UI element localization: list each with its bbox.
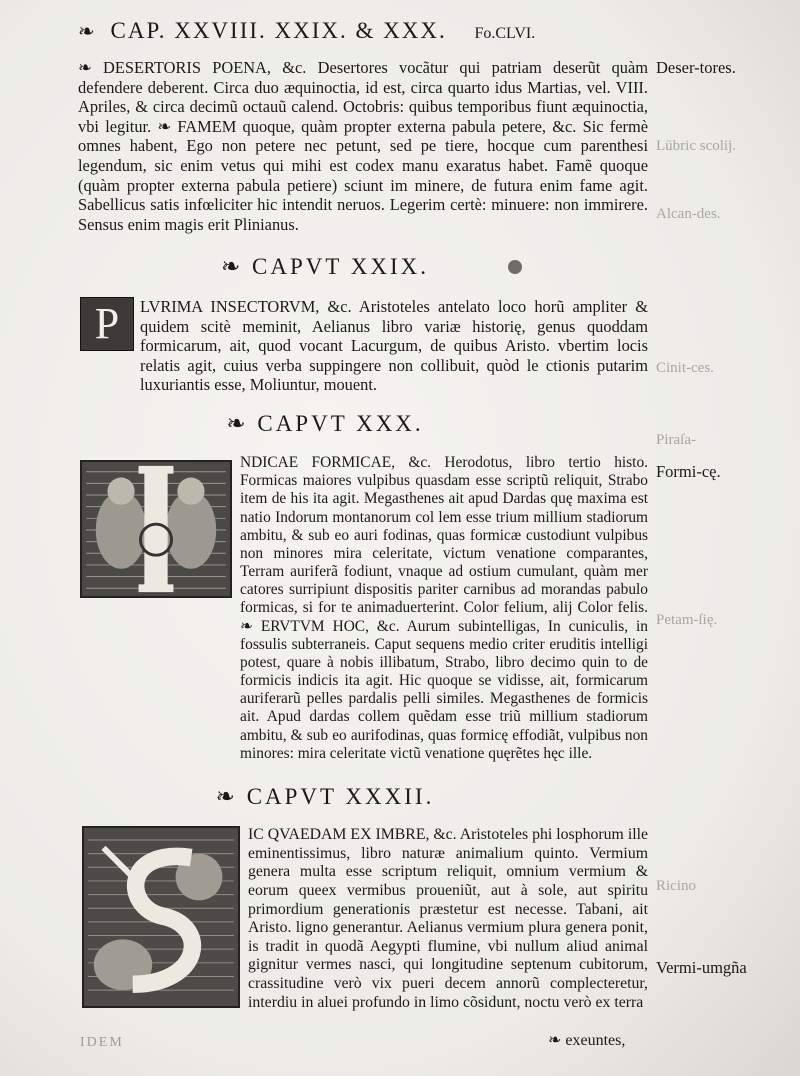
paragraph-insectorum: LVRIMA INSECTORVM, &c. Aristoteles antelato loco horũ ampliter & quidem scitè meminit, Aelianus libro variæ historię, genus quoddam formicarum, ait, quod vocant Lacurgum, de quibus Aristo. vbertim locis relatis agit, cuius verba suppingere non collibuit, quòd le ctionis putarim luxuriantis esse, Moliuntur, mouent. bbox=[140, 297, 648, 395]
chapter-heading-30: ❧ CAPVT XXX. bbox=[226, 411, 424, 436]
paragraph-desertoris: ❧ DESERTORIS POENA, &c. Desertores vocãtur qui patriam deserũt quàm defendere deberent. Circa duo æquinoctia, id est, circa quarto idus Martias, vel. VIII. Apriles, & circa decimũ octauũ calend. Octobris: quibus temporibus fiunt æquinoctia, vbi legitur. ❧ FAMEM quoque, quàm propter externa pabula petere, &c. Sic fermè omnes habent, Ego non petere nec petunt, sed pe tiere, hocque cum parenthesi legendum, sic enim vetus qui mihi est codex manu exaratus habet. Famẽ quoque (quàm propter externa pabula petiere) sciunt im minere, de futura enim fame agit. Sabellicus satis infœliciter hic intendit neruos. Legerim certè: minuere: non immirere. Sensus enim magis erit Plinianus. bbox=[78, 58, 648, 234]
woodcut-initial-i bbox=[80, 460, 232, 598]
ghost-margin-3: Cinit-ces. bbox=[656, 360, 714, 376]
woodcut-serpent-icon bbox=[84, 828, 238, 1006]
catchword: ❧ exeuntes, bbox=[548, 1032, 626, 1049]
bottom-ghost-text: IDEM bbox=[80, 1035, 124, 1050]
ghost-margin-2: Alcan-des. bbox=[656, 206, 721, 222]
running-header bbox=[78, 18, 658, 48]
initial-p: P bbox=[80, 297, 134, 351]
running-title: CAP. XXVIII. XXIX. & XXX. bbox=[110, 18, 447, 43]
paragraph-formicae-top bbox=[240, 454, 648, 763]
chapter-heading-29: ❧ CAPVT XXIX. bbox=[221, 254, 429, 279]
ink-stain bbox=[508, 260, 522, 274]
fleuron-icon: ❧ bbox=[78, 21, 97, 43]
ghost-margin-4: Piraſa- bbox=[656, 432, 696, 448]
woodcut-initial-s bbox=[82, 826, 240, 1008]
margin-note-vermium: Vermi-umgña bbox=[656, 958, 747, 977]
margin-note-desertores: Deser-tores. bbox=[656, 58, 736, 77]
paragraph-quaedam bbox=[248, 826, 648, 1012]
paragraph-quaedam-text: IC QVAEDAM EX IMBRE, &c. Aristoteles phi losphorum ille eminentissimus, libro naturæ animalium quinto. Vermium genera multa esse scriptum reliquit, omnium vermium & eorum queex vermibus proueniũt, aut à sole, aut spiritu primordium generationis præstetur est necesse. Tabani, ait Aristo. ligno generantur. Aelianus vermium plura genera ponit, is tradit in quodã Aegypti flumine, vbi nullum aliud animal gignitur vermes nasci, qui longitudine septenum cubitorum, crassitudine verò vix pueri decem annorũ complecteretur, interdiu in aluei profundo in limo cõsidunt, noctu verò ex terra bbox=[248, 826, 648, 1011]
chapter-heading-32: ❧ CAPVT XXXII. bbox=[215, 784, 435, 809]
ghost-margin-1: Lūbric scolij. bbox=[656, 138, 736, 154]
paragraph-formicae: NDICAE FORMICAE, &c. Herodotus, libro tertio histo. Formicas maiores vulpibus quasdam esse scriptũ reliquit, Strabo item de his ita agit. Megasthenes ait apud Dardas quę maxima est natio Indorum montanorum col lem esse trium millium stadiorum ambitu, & sub eo auri fodinas, quas formicæ custodiunt vulpibus non minores mira celeritate, victum venatione comparantes, Terram auriferã fodiunt, vnaque ad ostium cumulant, quàm mer catores surripiunt dispositis pariter carnibus ad morandas pabulo formicas, si for te animaduerterint. Color felium, alij Color felis. ❧ ERVTVM HOC, &c. Aurum subintelligas, In cuniculis, in fossulis subterraneis. Caput sequens medio criter eruditis intelligi potest, quare à nobis illibatum, Strabo, libro decimo quin to de formicis indicis ita agit. Hic quoque se vidisse, ait, formicarum auriferarũ pelles pardalis pelli similes. Megasthenes de formicis ait. Apud dardas collem quẽdam esse triũ millium stadiorum ambitu, & sub eo aurifodinas, quas formicę effodiãt, vulpibus non minores: mira celeritate victũ venatione quęrẽtes hęc ille. bbox=[240, 454, 648, 762]
ghost-margin-6: Ricino bbox=[656, 878, 696, 894]
woodcut-cherubs-icon bbox=[82, 462, 230, 596]
ghost-margin-5: Petam-ſię. bbox=[656, 612, 718, 628]
margin-note-formicae: Formi-cę. bbox=[656, 462, 721, 481]
folio-number: Fo.CLVI. bbox=[474, 25, 536, 42]
